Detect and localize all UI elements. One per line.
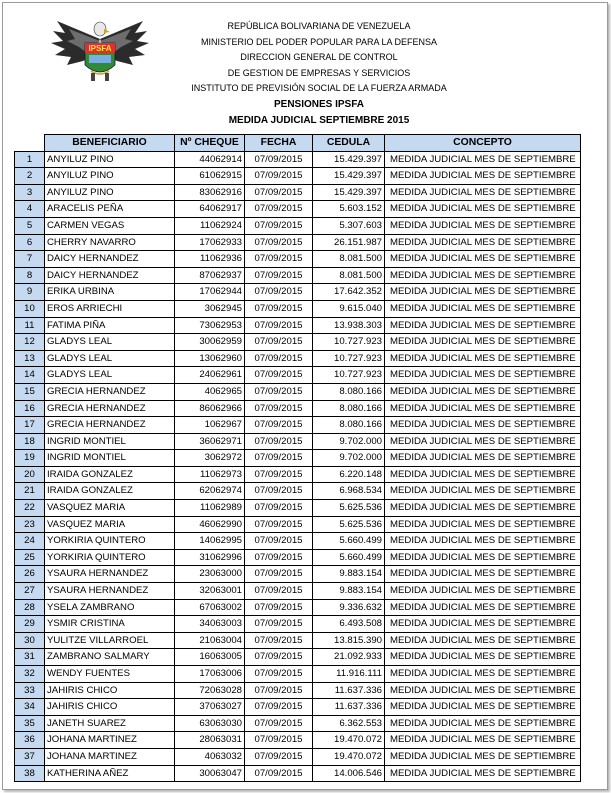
cell-check-number: 61062915 — [175, 168, 245, 185]
cell-date: 07/09/2015 — [245, 682, 313, 699]
cell-date: 07/09/2015 — [245, 417, 313, 434]
cell-date: 07/09/2015 — [245, 217, 313, 234]
cell-id-number: 11.637.336 — [313, 682, 385, 699]
cell-date: 07/09/2015 — [245, 516, 313, 533]
cell-row-number: 4 — [15, 201, 45, 218]
cell-date: 07/09/2015 — [245, 599, 313, 616]
cell-date: 07/09/2015 — [245, 583, 313, 600]
cell-beneficiary-name: GLADYS LEAL — [45, 367, 175, 384]
table-row — [15, 632, 581, 649]
cell-date: 07/09/2015 — [245, 251, 313, 268]
header-cell-concepto: CONCEPTO — [385, 135, 581, 152]
cell-id-number: 9.702.000 — [313, 450, 385, 467]
cell-row-number: 25 — [15, 549, 45, 566]
cell-date: 07/09/2015 — [245, 400, 313, 417]
cell-date: 07/09/2015 — [245, 317, 313, 334]
header-cell-cedula: CEDULA — [313, 135, 385, 152]
cell-check-number: 87062937 — [175, 267, 245, 284]
cell-row-number: 18 — [15, 433, 45, 450]
cell-id-number: 5.660.499 — [313, 549, 385, 566]
cell-concept: MEDIDA JUDICIAL MES DE SEPTIEMBRE — [385, 317, 581, 334]
cell-check-number: 30063047 — [175, 765, 245, 782]
cell-row-number: 1 — [15, 151, 45, 168]
cell-date: 07/09/2015 — [245, 549, 313, 566]
cell-row-number: 5 — [15, 217, 45, 234]
cell-row-number: 34 — [15, 699, 45, 716]
cell-check-number: 31062996 — [175, 549, 245, 566]
cell-id-number: 26.151.987 — [313, 234, 385, 251]
cell-check-number: 63063030 — [175, 715, 245, 732]
header-line-management: DE GESTION DE EMPRESAS Y SERVICIOS — [227, 67, 411, 78]
cell-check-number: 14062995 — [175, 533, 245, 550]
header-cell-beneficiario: BENEFICIARIO — [45, 135, 175, 152]
cell-row-number: 30 — [15, 632, 45, 649]
cell-concept: MEDIDA JUDICIAL MES DE SEPTIEMBRE — [385, 549, 581, 566]
cell-check-number: 3062972 — [175, 450, 245, 467]
cell-id-number: 5.603.152 — [313, 201, 385, 218]
table-row — [15, 350, 581, 367]
cell-check-number: 36062971 — [175, 433, 245, 450]
table-row — [15, 516, 581, 533]
cell-id-number: 14.006.546 — [313, 765, 385, 782]
table-row — [15, 201, 581, 218]
cell-date: 07/09/2015 — [245, 234, 313, 251]
cell-beneficiary-name: JAHIRIS CHICO — [45, 699, 175, 716]
cell-id-number: 9.336.632 — [313, 599, 385, 616]
cell-beneficiary-name: DAICY HERNANDEZ — [45, 267, 175, 284]
beneficiaries-table — [14, 134, 581, 782]
cell-check-number: 37063027 — [175, 699, 245, 716]
cell-date: 07/09/2015 — [245, 732, 313, 749]
cell-beneficiary-name: JANETH SUAREZ — [45, 715, 175, 732]
cell-concept: MEDIDA JUDICIAL MES DE SEPTIEMBRE — [385, 184, 581, 201]
cell-concept: MEDIDA JUDICIAL MES DE SEPTIEMBRE — [385, 748, 581, 765]
cell-row-number: 19 — [15, 450, 45, 467]
cell-id-number: 8.080.166 — [313, 383, 385, 400]
cell-id-number: 13.938.303 — [313, 317, 385, 334]
cell-beneficiary-name: IRAIDA GONZALEZ — [45, 483, 175, 500]
cell-row-number: 3 — [15, 184, 45, 201]
cell-beneficiary-name: VASQUEZ MARIA — [45, 500, 175, 517]
cell-concept: MEDIDA JUDICIAL MES DE SEPTIEMBRE — [385, 251, 581, 268]
cell-concept: MEDIDA JUDICIAL MES DE SEPTIEMBRE — [385, 383, 581, 400]
cell-date: 07/09/2015 — [245, 500, 313, 517]
cell-concept: MEDIDA JUDICIAL MES DE SEPTIEMBRE — [385, 732, 581, 749]
cell-check-number: 34063003 — [175, 616, 245, 633]
cell-beneficiary-name: KATHERINA AÑEZ — [45, 765, 175, 782]
cell-date: 07/09/2015 — [245, 367, 313, 384]
cell-id-number: 8.081.500 — [313, 251, 385, 268]
cell-id-number: 11.916.111 — [313, 666, 385, 683]
cell-check-number: 86062966 — [175, 400, 245, 417]
cell-concept: MEDIDA JUDICIAL MES DE SEPTIEMBRE — [385, 682, 581, 699]
cell-beneficiary-name: ANYILUZ PINO — [45, 168, 175, 185]
cell-concept: MEDIDA JUDICIAL MES DE SEPTIEMBRE — [385, 483, 581, 500]
cell-concept: MEDIDA JUDICIAL MES DE SEPTIEMBRE — [385, 400, 581, 417]
cell-concept: MEDIDA JUDICIAL MES DE SEPTIEMBRE — [385, 367, 581, 384]
table-row — [15, 715, 581, 732]
cell-id-number: 5.660.499 — [313, 533, 385, 550]
cell-concept: MEDIDA JUDICIAL MES DE SEPTIEMBRE — [385, 267, 581, 284]
cell-row-number: 31 — [15, 649, 45, 666]
cell-beneficiary-name: ARACELIS PEÑA — [45, 201, 175, 218]
cell-row-number: 15 — [15, 383, 45, 400]
cell-concept: MEDIDA JUDICIAL MES DE SEPTIEMBRE — [385, 284, 581, 301]
cell-date: 07/09/2015 — [245, 765, 313, 782]
cell-concept: MEDIDA JUDICIAL MES DE SEPTIEMBRE — [385, 168, 581, 185]
cell-beneficiary-name: ANYILUZ PINO — [45, 184, 175, 201]
table-row — [15, 765, 581, 782]
cell-row-number: 21 — [15, 483, 45, 500]
cell-id-number: 8.080.166 — [313, 417, 385, 434]
cell-concept: MEDIDA JUDICIAL MES DE SEPTIEMBRE — [385, 151, 581, 168]
cell-check-number: 11062924 — [175, 217, 245, 234]
cell-concept: MEDIDA JUDICIAL MES DE SEPTIEMBRE — [385, 234, 581, 251]
cell-beneficiary-name: YULITZE VILLARROEL — [45, 632, 175, 649]
cell-id-number: 15.429.397 — [313, 151, 385, 168]
cell-row-number: 13 — [15, 350, 45, 367]
table-row — [15, 267, 581, 284]
cell-id-number: 15.429.397 — [313, 168, 385, 185]
cell-id-number: 13.815.390 — [313, 632, 385, 649]
cell-id-number: 17.642.352 — [313, 284, 385, 301]
cell-beneficiary-name: GRECIA HERNANDEZ — [45, 383, 175, 400]
cell-beneficiary-name: CARMEN VEGAS — [45, 217, 175, 234]
cell-check-number: 11062989 — [175, 500, 245, 517]
cell-row-number: 12 — [15, 334, 45, 351]
eagle-emblem-icon — [47, 19, 153, 83]
svg-text:IPSFA: IPSFA — [88, 44, 112, 53]
cell-concept: MEDIDA JUDICIAL MES DE SEPTIEMBRE — [385, 450, 581, 467]
cell-beneficiary-name: GRECIA HERNANDEZ — [45, 417, 175, 434]
header-line-ministry: MINISTERIO DEL PODER POPULAR PARA LA DEFENSA — [200, 36, 438, 47]
cell-date: 07/09/2015 — [245, 715, 313, 732]
cell-row-number: 7 — [15, 251, 45, 268]
cell-concept: MEDIDA JUDICIAL MES DE SEPTIEMBRE — [385, 466, 581, 483]
table-row — [15, 466, 581, 483]
cell-id-number: 9.702.000 — [313, 433, 385, 450]
table-row — [15, 433, 581, 450]
cell-row-number: 8 — [15, 267, 45, 284]
cell-date: 07/09/2015 — [245, 699, 313, 716]
cell-id-number: 9.883.154 — [313, 566, 385, 583]
cell-row-number: 26 — [15, 566, 45, 583]
cell-row-number: 6 — [15, 234, 45, 251]
cell-id-number: 6.968.534 — [313, 483, 385, 500]
table-row — [15, 217, 581, 234]
cell-row-number: 28 — [15, 599, 45, 616]
cell-id-number: 15.429.397 — [313, 184, 385, 201]
cell-concept: MEDIDA JUDICIAL MES DE SEPTIEMBRE — [385, 300, 581, 317]
table-row — [15, 234, 581, 251]
cell-beneficiary-name: YSELA ZAMBRANO — [45, 599, 175, 616]
cell-concept: MEDIDA JUDICIAL MES DE SEPTIEMBRE — [385, 417, 581, 434]
cell-date: 07/09/2015 — [245, 649, 313, 666]
table-row — [15, 300, 581, 317]
document-subtitle: MEDIDA JUDICIAL SEPTIEMBRE 2015 — [228, 114, 410, 126]
cell-date: 07/09/2015 — [245, 284, 313, 301]
cell-check-number: 11062973 — [175, 466, 245, 483]
table-row — [15, 317, 581, 334]
cell-check-number: 17062933 — [175, 234, 245, 251]
header-line-republic: REPÚBLICA BOLIVARIANA DE VENEZUELA — [227, 21, 411, 31]
cell-row-number: 29 — [15, 616, 45, 633]
table-row — [15, 334, 581, 351]
table-row — [15, 699, 581, 716]
ipsfa-logo — [47, 19, 153, 83]
cell-concept: MEDIDA JUDICIAL MES DE SEPTIEMBRE — [385, 566, 581, 583]
cell-beneficiary-name: FATIMA PIÑA — [45, 317, 175, 334]
cell-beneficiary-name: JOHANA MARTINEZ — [45, 748, 175, 765]
table-row — [15, 549, 581, 566]
cell-row-number: 36 — [15, 732, 45, 749]
cell-beneficiary-name: INGRID MONTIEL — [45, 450, 175, 467]
table-row — [15, 400, 581, 417]
cell-check-number: 21063004 — [175, 632, 245, 649]
cell-date: 07/09/2015 — [245, 201, 313, 218]
cell-concept: MEDIDA JUDICIAL MES DE SEPTIEMBRE — [385, 533, 581, 550]
cell-check-number: 83062916 — [175, 184, 245, 201]
cell-date: 07/09/2015 — [245, 483, 313, 500]
cell-date: 07/09/2015 — [245, 184, 313, 201]
cell-row-number: 22 — [15, 500, 45, 517]
table-row — [15, 367, 581, 384]
cell-check-number: 72063028 — [175, 682, 245, 699]
cell-check-number: 73062953 — [175, 317, 245, 334]
document-page — [2, 2, 608, 790]
cell-id-number: 9.615.040 — [313, 300, 385, 317]
cell-beneficiary-name: GLADYS LEAL — [45, 334, 175, 351]
cell-row-number: 27 — [15, 583, 45, 600]
table-row — [15, 616, 581, 633]
cell-beneficiary-name: GRECIA HERNANDEZ — [45, 400, 175, 417]
cell-date: 07/09/2015 — [245, 666, 313, 683]
cell-row-number: 2 — [15, 168, 45, 185]
table-row — [15, 284, 581, 301]
table-row — [15, 251, 581, 268]
table-row — [15, 184, 581, 201]
cell-concept: MEDIDA JUDICIAL MES DE SEPTIEMBRE — [385, 616, 581, 633]
table-row — [15, 151, 581, 168]
cell-row-number: 20 — [15, 466, 45, 483]
table-row — [15, 450, 581, 467]
cell-check-number: 28063031 — [175, 732, 245, 749]
cell-check-number: 46062990 — [175, 516, 245, 533]
cell-beneficiary-name: IRAIDA GONZALEZ — [45, 466, 175, 483]
cell-beneficiary-name: WENDY FUENTES — [45, 666, 175, 683]
cell-row-number: 38 — [15, 765, 45, 782]
cell-row-number: 16 — [15, 400, 45, 417]
cell-concept: MEDIDA JUDICIAL MES DE SEPTIEMBRE — [385, 350, 581, 367]
cell-beneficiary-name: ANYILUZ PINO — [45, 151, 175, 168]
cell-beneficiary-name: EROS ARRIECHI — [45, 300, 175, 317]
cell-concept: MEDIDA JUDICIAL MES DE SEPTIEMBRE — [385, 500, 581, 517]
cell-concept: MEDIDA JUDICIAL MES DE SEPTIEMBRE — [385, 666, 581, 683]
cell-id-number: 21.092.933 — [313, 649, 385, 666]
cell-check-number: 64062917 — [175, 201, 245, 218]
cell-row-number: 33 — [15, 682, 45, 699]
header-cell-index — [15, 135, 45, 152]
cell-beneficiary-name: JAHIRIS CHICO — [45, 682, 175, 699]
cell-check-number: 44062914 — [175, 151, 245, 168]
cell-id-number: 8.081.500 — [313, 267, 385, 284]
cell-check-number: 17063006 — [175, 666, 245, 683]
cell-row-number: 9 — [15, 284, 45, 301]
cell-date: 07/09/2015 — [245, 334, 313, 351]
cell-check-number: 17062944 — [175, 284, 245, 301]
header-line-direction: DIRECCION GENERAL DE CONTROL — [240, 52, 398, 63]
cell-concept: MEDIDA JUDICIAL MES DE SEPTIEMBRE — [385, 765, 581, 782]
table-row — [15, 748, 581, 765]
cell-concept: MEDIDA JUDICIAL MES DE SEPTIEMBRE — [385, 715, 581, 732]
cell-concept: MEDIDA JUDICIAL MES DE SEPTIEMBRE — [385, 599, 581, 616]
cell-beneficiary-name: ERIKA URBINA — [45, 284, 175, 301]
cell-check-number: 3062945 — [175, 300, 245, 317]
cell-beneficiary-name: VASQUEZ MARIA — [45, 516, 175, 533]
cell-id-number: 6.220.148 — [313, 466, 385, 483]
cell-check-number: 67063002 — [175, 599, 245, 616]
table-row — [15, 682, 581, 699]
table-row — [15, 500, 581, 517]
cell-date: 07/09/2015 — [245, 151, 313, 168]
cell-concept: MEDIDA JUDICIAL MES DE SEPTIEMBRE — [385, 583, 581, 600]
document-title: PENSIONES IPSFA — [273, 98, 365, 110]
cell-check-number: 16063005 — [175, 649, 245, 666]
cell-date: 07/09/2015 — [245, 450, 313, 467]
cell-row-number: 35 — [15, 715, 45, 732]
cell-id-number: 6.362.553 — [313, 715, 385, 732]
cell-row-number: 23 — [15, 516, 45, 533]
table-row — [15, 599, 581, 616]
table-row — [15, 666, 581, 683]
cell-beneficiary-name: YORKIRIA QUINTERO — [45, 549, 175, 566]
cell-row-number: 10 — [15, 300, 45, 317]
cell-check-number: 1062967 — [175, 417, 245, 434]
cell-id-number: 5.307.603 — [313, 217, 385, 234]
cell-check-number: 24062961 — [175, 367, 245, 384]
cell-id-number: 9.883.154 — [313, 583, 385, 600]
cell-concept: MEDIDA JUDICIAL MES DE SEPTIEMBRE — [385, 632, 581, 649]
header-cell-fecha: FECHA — [245, 135, 313, 152]
table-body — [15, 151, 581, 782]
cell-id-number: 11.637.336 — [313, 699, 385, 716]
cell-check-number: 62062974 — [175, 483, 245, 500]
document-header — [163, 19, 475, 128]
cell-date: 07/09/2015 — [245, 632, 313, 649]
table-row — [15, 533, 581, 550]
cell-date: 07/09/2015 — [245, 466, 313, 483]
cell-check-number: 30062959 — [175, 334, 245, 351]
cell-check-number: 32063001 — [175, 583, 245, 600]
cell-beneficiary-name: DAICY HERNANDEZ — [45, 251, 175, 268]
cell-date: 07/09/2015 — [245, 267, 313, 284]
cell-concept: MEDIDA JUDICIAL MES DE SEPTIEMBRE — [385, 334, 581, 351]
cell-beneficiary-name: YSAURA HERNANDEZ — [45, 566, 175, 583]
cell-check-number: 4063032 — [175, 748, 245, 765]
cell-row-number: 37 — [15, 748, 45, 765]
cell-check-number: 11062936 — [175, 251, 245, 268]
cell-beneficiary-name: YORKIRIA QUINTERO — [45, 533, 175, 550]
table-header-row — [15, 135, 581, 152]
cell-id-number: 10.727.923 — [313, 350, 385, 367]
table-row — [15, 383, 581, 400]
cell-id-number: 10.727.923 — [313, 334, 385, 351]
cell-id-number: 10.727.923 — [313, 367, 385, 384]
table-row — [15, 417, 581, 434]
cell-beneficiary-name: YSMIR CRISTINA — [45, 616, 175, 633]
cell-id-number: 5.625.536 — [313, 516, 385, 533]
cell-date: 07/09/2015 — [245, 383, 313, 400]
cell-concept: MEDIDA JUDICIAL MES DE SEPTIEMBRE — [385, 201, 581, 218]
cell-beneficiary-name: INGRID MONTIEL — [45, 433, 175, 450]
cell-concept: MEDIDA JUDICIAL MES DE SEPTIEMBRE — [385, 217, 581, 234]
table-row — [15, 649, 581, 666]
cell-date: 07/09/2015 — [245, 616, 313, 633]
table-row — [15, 583, 581, 600]
cell-date: 07/09/2015 — [245, 168, 313, 185]
cell-concept: MEDIDA JUDICIAL MES DE SEPTIEMBRE — [385, 433, 581, 450]
cell-date: 07/09/2015 — [245, 433, 313, 450]
cell-row-number: 11 — [15, 317, 45, 334]
cell-date: 07/09/2015 — [245, 748, 313, 765]
cell-row-number: 24 — [15, 533, 45, 550]
cell-id-number: 19.470.072 — [313, 748, 385, 765]
cell-beneficiary-name: ZAMBRANO SALMARY — [45, 649, 175, 666]
cell-concept: MEDIDA JUDICIAL MES DE SEPTIEMBRE — [385, 649, 581, 666]
cell-row-number: 14 — [15, 367, 45, 384]
cell-id-number: 8.080.166 — [313, 400, 385, 417]
header-cell-cheque: Nº CHEQUE — [175, 135, 245, 152]
cell-date: 07/09/2015 — [245, 350, 313, 367]
cell-id-number: 5.625.536 — [313, 500, 385, 517]
cell-beneficiary-name: YSAURA HERNANDEZ — [45, 583, 175, 600]
cell-check-number: 13062960 — [175, 350, 245, 367]
table-row — [15, 732, 581, 749]
cell-id-number: 6.493.508 — [313, 616, 385, 633]
cell-check-number: 4062965 — [175, 383, 245, 400]
cell-date: 07/09/2015 — [245, 533, 313, 550]
cell-date: 07/09/2015 — [245, 566, 313, 583]
table-row — [15, 168, 581, 185]
cell-beneficiary-name: CHERRY NAVARRO — [45, 234, 175, 251]
cell-beneficiary-name: JOHANA MARTINEZ — [45, 732, 175, 749]
cell-beneficiary-name: GLADYS LEAL — [45, 350, 175, 367]
cell-concept: MEDIDA JUDICIAL MES DE SEPTIEMBRE — [385, 516, 581, 533]
cell-row-number: 17 — [15, 417, 45, 434]
table-row — [15, 566, 581, 583]
header-line-institute: INSTITUTO DE PREVISIÓN SOCIAL DE LA FUERZA ARMADA — [191, 83, 447, 94]
cell-id-number: 19.470.072 — [313, 732, 385, 749]
cell-concept: MEDIDA JUDICIAL MES DE SEPTIEMBRE — [385, 699, 581, 716]
table-row — [15, 483, 581, 500]
cell-date: 07/09/2015 — [245, 300, 313, 317]
cell-row-number: 32 — [15, 666, 45, 683]
cell-check-number: 23063000 — [175, 566, 245, 583]
